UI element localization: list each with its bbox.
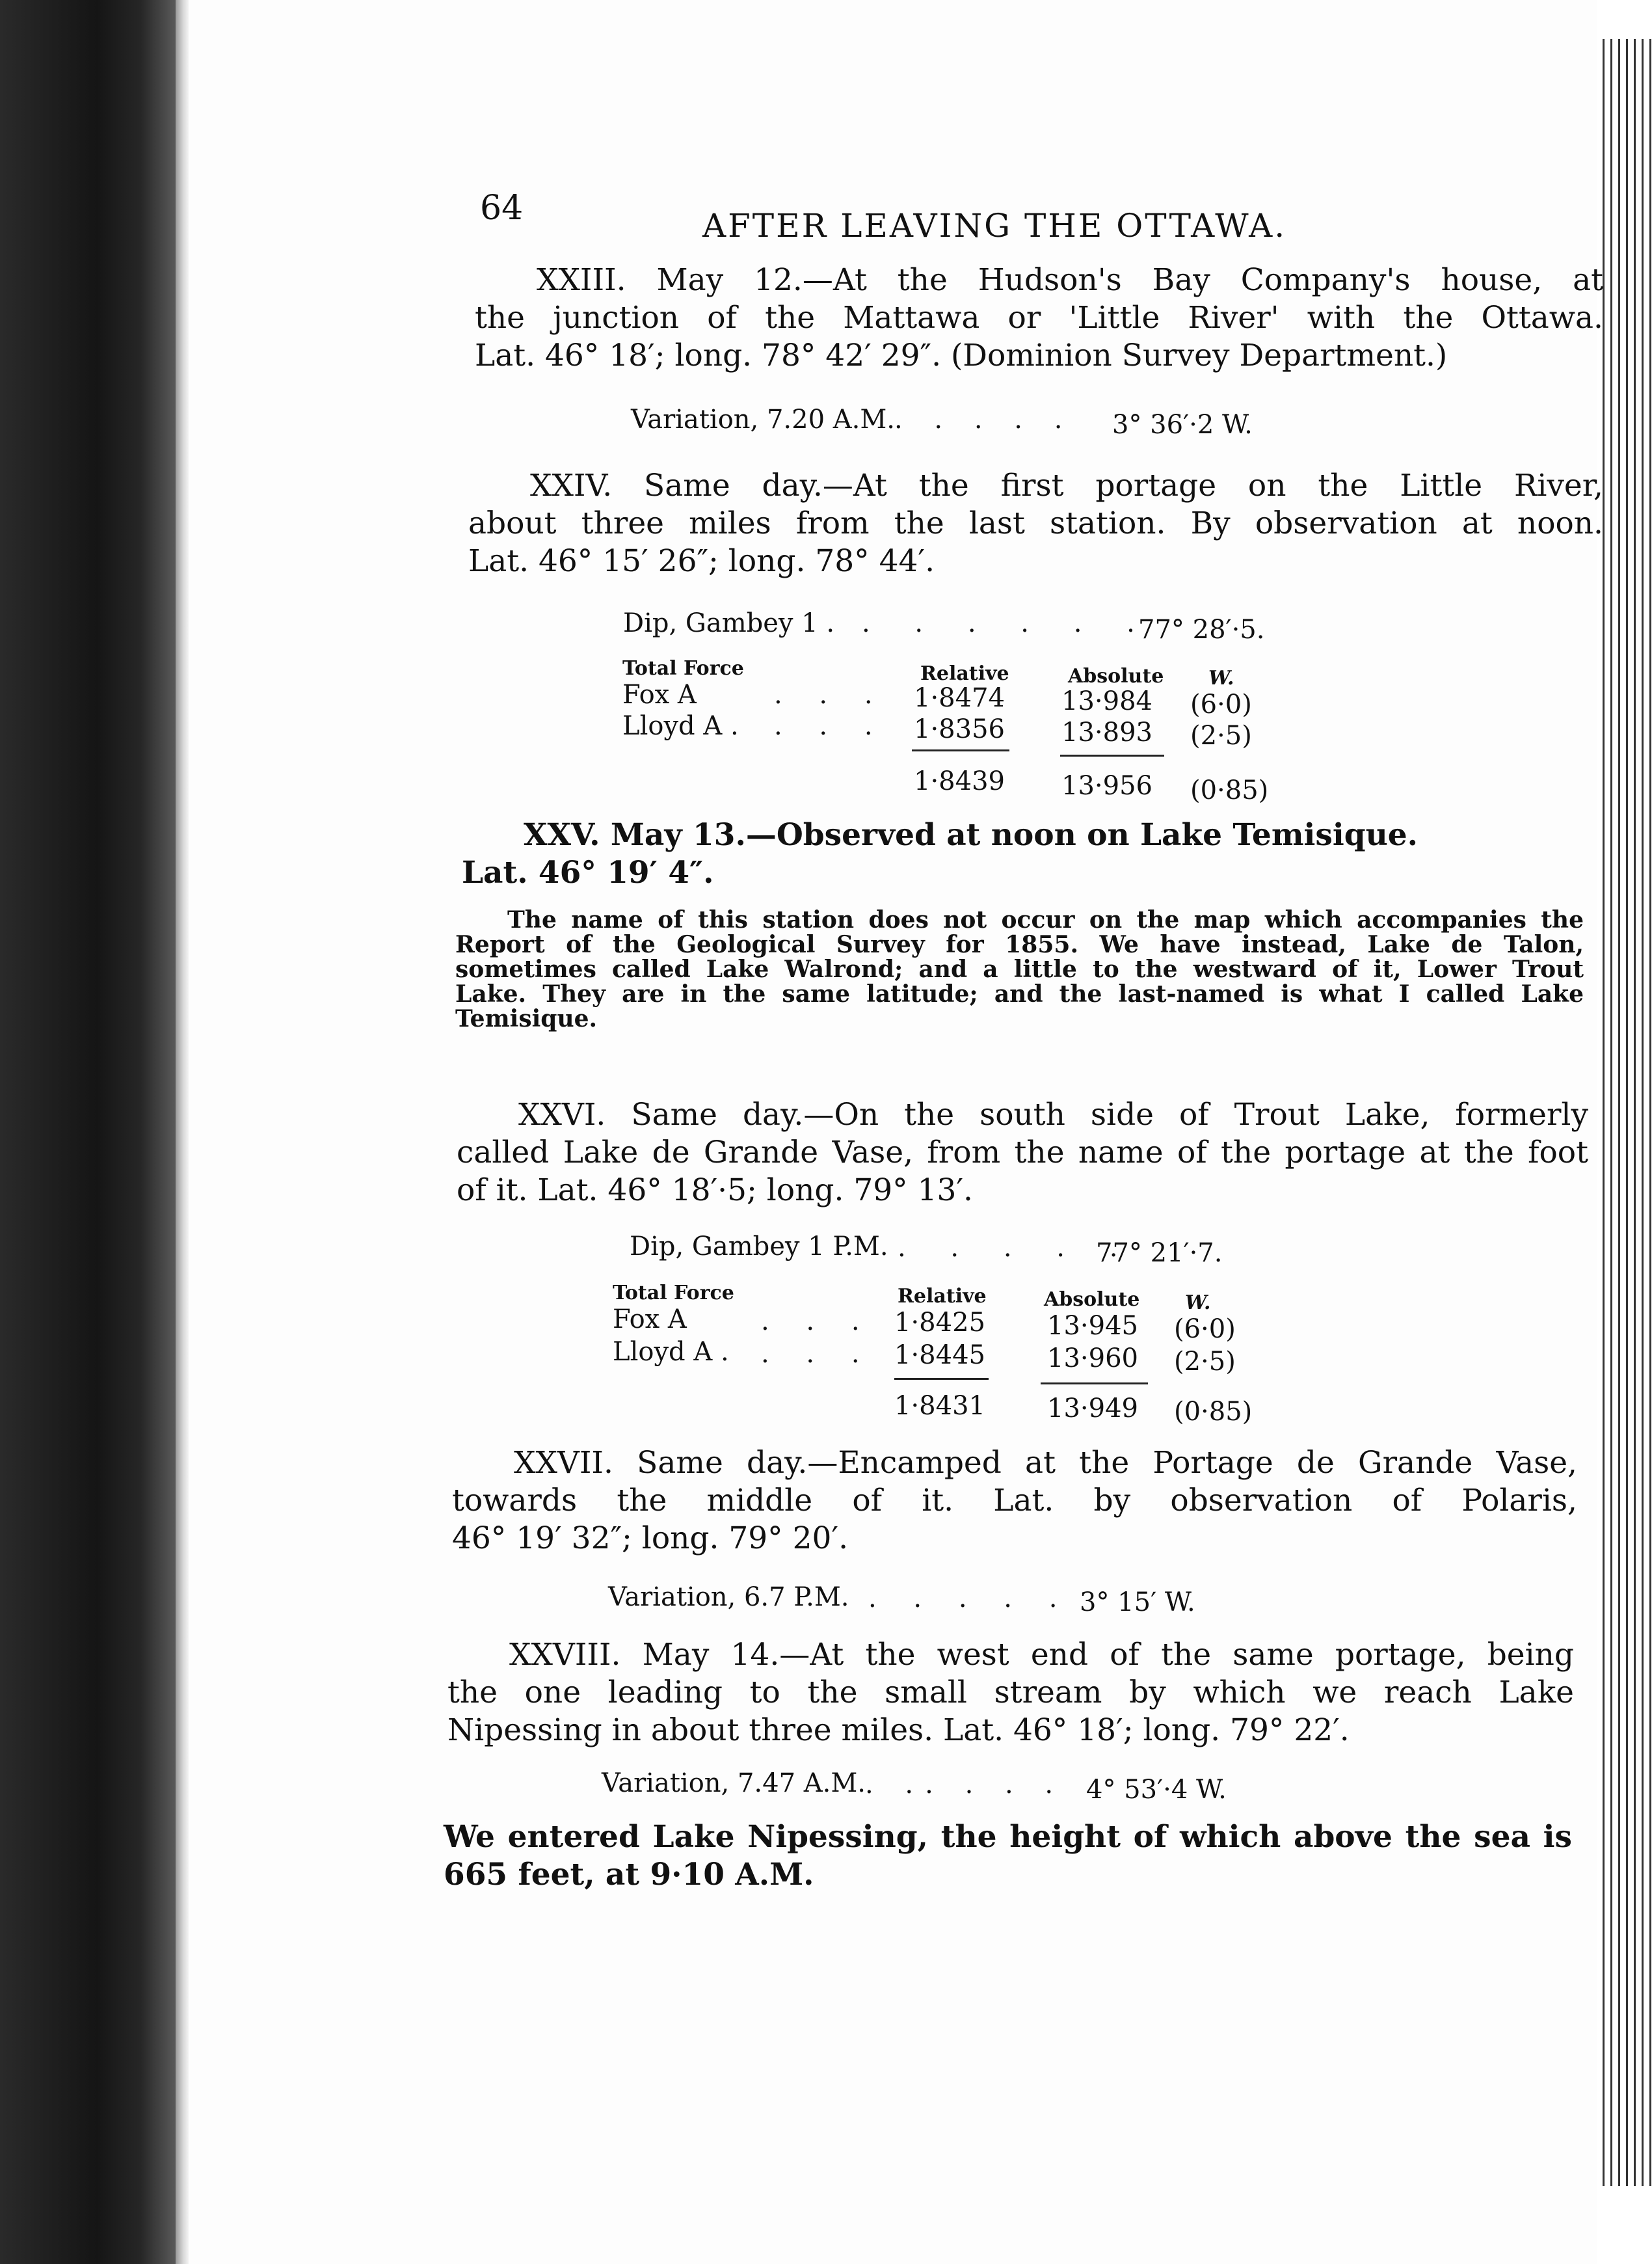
station-28-line-3: Nipessing in about three miles. Lat. 46° 18′; long. 79° 22′.	[447, 1712, 1350, 1748]
station-23-line-3: Lat. 46° 18′; long. 78° 42′ 29″. (Dominion Survey Department.)	[475, 338, 1448, 373]
station-25-note-line-3: sometimes called Lake Walrond; and a little to the westward of it, Lower Trout	[455, 956, 1584, 983]
station-25-text	[462, 816, 1489, 892]
station-25-note-line-4: Lake. They are in the same latitude; and the last-named is what I called Lake	[455, 980, 1584, 1008]
station-24-row-2-w: (2·5)	[1190, 721, 1252, 751]
station-26-row-2-absolute: 13·960	[1047, 1343, 1138, 1373]
station-24-text	[468, 467, 1603, 580]
station-25-note-line-5: Temisique.	[455, 1005, 598, 1032]
station-26-row-2-relative: 1·8445	[894, 1340, 985, 1370]
station-24-line-3: Lat. 46° 15′ 26″; long. 78° 44′.	[468, 543, 935, 579]
station-26-line-2: called Lake de Grande Vase, from the name of the portage at the foot	[457, 1135, 1588, 1170]
station-28-variation-dots: . .. . . .	[865, 1770, 1065, 1799]
station-24-col-w: W.	[1208, 667, 1234, 690]
book-spine-shadow	[0, 0, 176, 2264]
station-24-row-1-relative: 1·8474	[914, 683, 1005, 713]
station-26-absolute-rule	[1041, 1382, 1148, 1384]
book-page	[189, 0, 1603, 2264]
station-26-text	[457, 1096, 1588, 1209]
station-25-line-1: XXV. May 13.—Observed at noon on Lake Temisique.	[524, 817, 1419, 853]
station-26-row-1-relative: 1·8425	[894, 1308, 985, 1338]
station-24-row-2-absolute: 13·893	[1061, 718, 1152, 748]
station-27-variation-label: Variation, 6.7 P.M.	[608, 1582, 849, 1612]
station-28-variation-label: Variation, 7.47 A.M.	[602, 1768, 866, 1798]
station-24-row-2-dots: . . .	[774, 711, 887, 741]
station-28-variation-value: 4° 53′·4 W.	[1086, 1775, 1227, 1805]
station-26-line-3: of it. Lat. 46° 18′·5; long. 79° 13′.	[457, 1172, 973, 1208]
station-26-row-2-name: Lloyd A .	[613, 1337, 729, 1367]
station-26-mean-absolute: 13·949	[1047, 1394, 1138, 1423]
station-24-mean-w: (0·85)	[1190, 775, 1269, 805]
station-24-mean-absolute: 13·956	[1061, 771, 1152, 801]
station-26-row-1-absolute: 13·945	[1047, 1311, 1138, 1341]
running-title: AFTER LEAVING THE OTTAWA.	[702, 207, 1287, 245]
station-27-line-3: 46° 19′ 32″; long. 79° 20′.	[452, 1520, 849, 1556]
page-gutter	[176, 0, 189, 2264]
station-26-col-relative: Relative	[898, 1285, 987, 1308]
station-24-row-1-w: (6·0)	[1190, 690, 1252, 720]
station-24-col-total: Total Force	[622, 657, 744, 680]
station-26-dip-label: Dip, Gambey 1 P.M.	[630, 1232, 888, 1261]
page-number: 64	[480, 189, 524, 228]
station-25-note-line-2: Report of the Geological Survey for 1855. We have instead, Lake de Talon,	[455, 931, 1584, 958]
station-26-line-1: XXVI. Same day.—On the south side of Trout Lake, formerly	[518, 1097, 1588, 1133]
station-23-variation-value: 3° 36′·2 W.	[1112, 410, 1253, 440]
station-26-row-1-dots: . . .	[761, 1306, 874, 1336]
station-23-line-1: XXIII. May 12.—At the Hudson's Bay Company's house, at	[537, 262, 1603, 298]
station-27-variation-value: 3° 15′ W.	[1080, 1587, 1195, 1617]
station-26-col-total: Total Force	[613, 1282, 734, 1304]
station-25-line-2: Lat. 46° 19′ 4″.	[462, 855, 714, 891]
station-27-line-1: XXVII. Same day.—Encamped at the Portage de Grande Vase,	[514, 1445, 1577, 1481]
station-26-row-1-name: Fox A	[613, 1304, 687, 1334]
station-23-text	[475, 262, 1603, 375]
station-26-row-1-w: (6·0)	[1174, 1314, 1236, 1344]
station-24-row-2-relative: 1·8356	[914, 714, 1005, 744]
station-26-mean-relative: 1·8431	[894, 1391, 985, 1421]
station-28-line-2: the one leading to the small stream by which we reach Lake	[447, 1675, 1574, 1710]
station-23-variation-dots: . . . . .	[894, 405, 1074, 435]
station-25-footnote	[455, 908, 1584, 1031]
closing-line-2: 665 feet, at 9·10 A.M.	[444, 1857, 814, 1893]
station-26-col-w: W.	[1185, 1291, 1211, 1314]
station-24-col-absolute: Absolute	[1068, 665, 1164, 688]
station-26-mean-w: (0·85)	[1174, 1397, 1253, 1427]
station-24-dip-value: 77° 28′·5.	[1138, 615, 1265, 645]
station-24-row-2-name: Lloyd A .	[622, 711, 739, 741]
page-edges-right	[1597, 39, 1652, 2186]
station-23-line-2: the junction of the Mattawa or 'Little River' with the Ottawa.	[475, 300, 1603, 336]
station-26-dip-dots: . . . . .	[898, 1233, 1136, 1263]
station-24-line-2: about three miles from the last station. By observation at noon.	[468, 505, 1603, 541]
station-24-col-relative: Relative	[920, 662, 1009, 685]
station-26-dip-value: 77° 21′·7.	[1096, 1238, 1223, 1268]
station-26-col-absolute: Absolute	[1044, 1288, 1140, 1311]
station-23-variation-label: Variation, 7.20 A.M.	[631, 405, 896, 435]
station-27-line-2: towards the middle of it. Lat. by observation of Polaris,	[452, 1483, 1577, 1518]
station-24-row-1-absolute: 13·984	[1061, 686, 1152, 716]
station-24-line-1: XXIV. Same day.—At the first portage on the Little River,	[530, 468, 1603, 504]
station-27-variation-dots: . . . . .	[868, 1583, 1072, 1613]
station-26-relative-rule	[894, 1378, 989, 1380]
closing-text	[444, 1818, 1572, 1894]
station-24-dip-dots: . . . . . .	[862, 608, 1153, 638]
station-26-row-2-dots: . . .	[761, 1339, 874, 1369]
station-24-row-1-dots: . . .	[774, 680, 887, 710]
station-24-dip-label: Dip, Gambey 1 .	[623, 608, 835, 638]
station-25-note-line-1: The name of this station does not occur on the map which accompanies the	[507, 906, 1584, 934]
station-26-row-2-w: (2·5)	[1174, 1347, 1236, 1377]
station-27-text	[452, 1444, 1577, 1557]
station-24-mean-relative: 1·8439	[914, 766, 1005, 796]
closing-line-1: We entered Lake Nipessing, the height of which above the sea is	[444, 1819, 1572, 1855]
station-24-absolute-rule	[1060, 755, 1164, 757]
station-28-text	[447, 1636, 1574, 1749]
station-24-relative-rule	[912, 749, 1009, 751]
station-28-line-1: XXVIII. May 14.—At the west end of the same portage, being	[509, 1637, 1574, 1673]
station-24-row-1-name: Fox A	[622, 680, 697, 710]
